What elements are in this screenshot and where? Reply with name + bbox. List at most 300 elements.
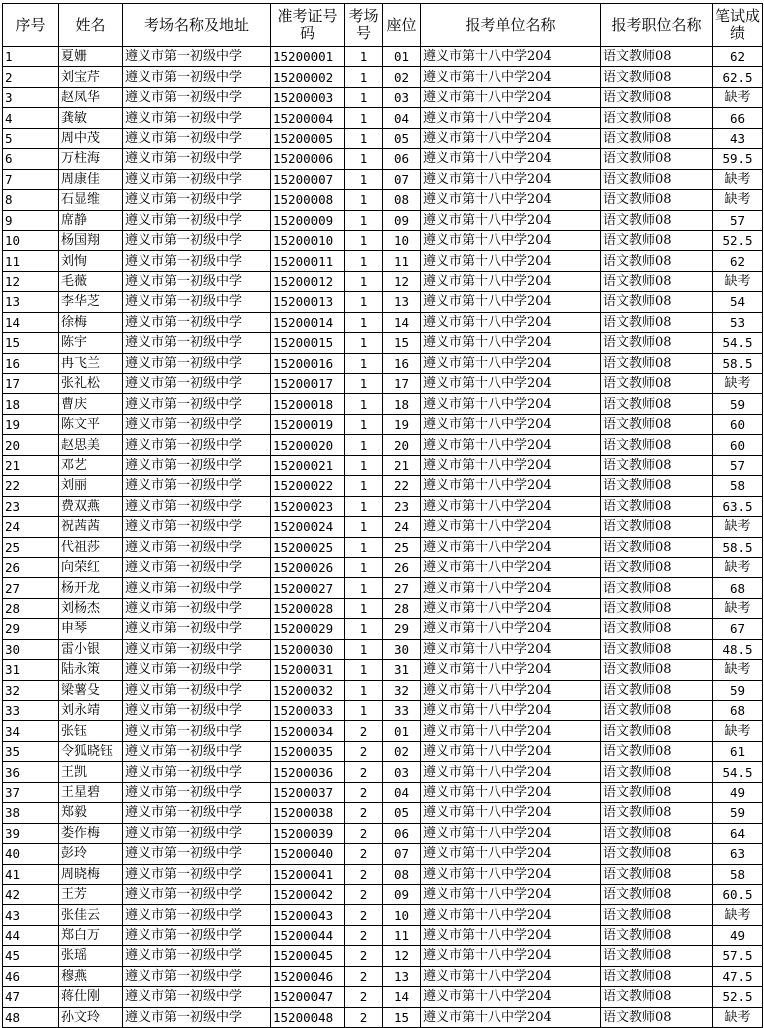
cell-room-number: 1 xyxy=(345,87,383,107)
cell-seat: 28 xyxy=(383,598,421,618)
cell-score: 58 xyxy=(713,476,763,496)
cell-position: 语文教师08 xyxy=(601,476,713,496)
cell-score: 62 xyxy=(713,251,763,271)
header-row xyxy=(3,4,763,47)
cell-room-number: 1 xyxy=(345,435,383,455)
cell-ticket-number: 15200009 xyxy=(271,210,345,230)
cell-name: 郑白万 xyxy=(59,925,123,945)
cell-unit: 遵义市第十八中学204 xyxy=(421,169,601,189)
cell-exam-site: 遵义市第一初级中学 xyxy=(123,598,271,618)
cell-position: 语文教师08 xyxy=(601,210,713,230)
cell-ticket-number: 15200004 xyxy=(271,108,345,128)
table-row xyxy=(3,47,763,67)
cell-position: 语文教师08 xyxy=(601,374,713,394)
cell-room-number: 2 xyxy=(345,721,383,741)
cell-seat: 08 xyxy=(383,864,421,884)
cell-score: 缺考 xyxy=(713,598,763,618)
cell-exam-site: 遵义市第一初级中学 xyxy=(123,721,271,741)
cell-unit: 遵义市第十八中学204 xyxy=(421,149,601,169)
cell-score: 63.5 xyxy=(713,496,763,516)
cell-exam-site: 遵义市第一初级中学 xyxy=(123,67,271,87)
cell-position: 语文教师08 xyxy=(601,169,713,189)
table-row xyxy=(3,741,763,761)
cell-name: 祝茜茜 xyxy=(59,517,123,537)
header-room-number: 考场号 xyxy=(345,4,383,47)
cell-seat: 14 xyxy=(383,987,421,1007)
cell-room-number: 1 xyxy=(345,47,383,67)
cell-position: 语文教师08 xyxy=(601,680,713,700)
cell-exam-site: 遵义市第一初级中学 xyxy=(123,374,271,394)
table-row xyxy=(3,353,763,373)
cell-room-number: 1 xyxy=(345,701,383,721)
cell-ticket-number: 15200040 xyxy=(271,844,345,864)
cell-name: 张钰 xyxy=(59,721,123,741)
table-row xyxy=(3,557,763,577)
cell-name: 冉飞兰 xyxy=(59,353,123,373)
cell-exam-site: 遵义市第一初级中学 xyxy=(123,353,271,373)
cell-unit: 遵义市第十八中学204 xyxy=(421,578,601,598)
cell-position: 语文教师08 xyxy=(601,864,713,884)
cell-exam-site: 遵义市第一初级中学 xyxy=(123,946,271,966)
cell-position: 语文教师08 xyxy=(601,905,713,925)
table-row xyxy=(3,230,763,250)
cell-unit: 遵义市第十八中学204 xyxy=(421,87,601,107)
table-row xyxy=(3,67,763,87)
cell-unit: 遵义市第十八中学204 xyxy=(421,333,601,353)
cell-name: 杨开龙 xyxy=(59,578,123,598)
cell-index: 12 xyxy=(3,271,59,291)
cell-unit: 遵义市第十八中学204 xyxy=(421,639,601,659)
cell-room-number: 1 xyxy=(345,271,383,291)
cell-ticket-number: 15200018 xyxy=(271,394,345,414)
cell-exam-site: 遵义市第一初级中学 xyxy=(123,884,271,904)
cell-seat: 03 xyxy=(383,762,421,782)
cell-position: 语文教师08 xyxy=(601,966,713,986)
cell-name: 周晓梅 xyxy=(59,864,123,884)
cell-score: 58.5 xyxy=(713,353,763,373)
cell-room-number: 2 xyxy=(345,762,383,782)
cell-seat: 07 xyxy=(383,169,421,189)
table-row xyxy=(3,721,763,741)
table-row xyxy=(3,169,763,189)
cell-seat: 05 xyxy=(383,803,421,823)
cell-index: 43 xyxy=(3,905,59,925)
cell-unit: 遵义市第十八中学204 xyxy=(421,660,601,680)
cell-position: 语文教师08 xyxy=(601,108,713,128)
cell-unit: 遵义市第十八中学204 xyxy=(421,782,601,802)
cell-name: 刘永靖 xyxy=(59,701,123,721)
cell-unit: 遵义市第十八中学204 xyxy=(421,598,601,618)
cell-name: 龚敏 xyxy=(59,108,123,128)
cell-exam-site: 遵义市第一初级中学 xyxy=(123,966,271,986)
cell-index: 36 xyxy=(3,762,59,782)
cell-seat: 12 xyxy=(383,946,421,966)
cell-name: 万柱海 xyxy=(59,149,123,169)
cell-index: 27 xyxy=(3,578,59,598)
cell-index: 34 xyxy=(3,721,59,741)
cell-room-number: 1 xyxy=(345,619,383,639)
cell-name: 郑毅 xyxy=(59,803,123,823)
cell-seat: 19 xyxy=(383,414,421,434)
cell-name: 徐梅 xyxy=(59,312,123,332)
cell-name: 陈文平 xyxy=(59,414,123,434)
cell-room-number: 2 xyxy=(345,782,383,802)
cell-room-number: 2 xyxy=(345,1007,383,1027)
cell-unit: 遵义市第十八中学204 xyxy=(421,210,601,230)
cell-exam-site: 遵义市第一初级中学 xyxy=(123,169,271,189)
cell-exam-site: 遵义市第一初级中学 xyxy=(123,578,271,598)
cell-score: 59 xyxy=(713,394,763,414)
cell-room-number: 2 xyxy=(345,864,383,884)
cell-index: 3 xyxy=(3,87,59,107)
cell-seat: 09 xyxy=(383,884,421,904)
cell-ticket-number: 15200029 xyxy=(271,619,345,639)
table-row xyxy=(3,374,763,394)
cell-ticket-number: 15200015 xyxy=(271,333,345,353)
cell-ticket-number: 15200016 xyxy=(271,353,345,373)
cell-exam-site: 遵义市第一初级中学 xyxy=(123,210,271,230)
cell-score: 66 xyxy=(713,108,763,128)
cell-exam-site: 遵义市第一初级中学 xyxy=(123,190,271,210)
cell-room-number: 2 xyxy=(345,987,383,1007)
cell-unit: 遵义市第十八中学204 xyxy=(421,619,601,639)
cell-room-number: 2 xyxy=(345,884,383,904)
table-row xyxy=(3,782,763,802)
score-table xyxy=(2,3,763,1028)
cell-ticket-number: 15200036 xyxy=(271,762,345,782)
cell-seat: 16 xyxy=(383,353,421,373)
cell-score: 54.5 xyxy=(713,333,763,353)
cell-index: 28 xyxy=(3,598,59,618)
cell-score: 缺考 xyxy=(713,190,763,210)
cell-index: 22 xyxy=(3,476,59,496)
table-row xyxy=(3,762,763,782)
cell-unit: 遵义市第十八中学204 xyxy=(421,966,601,986)
cell-room-number: 1 xyxy=(345,557,383,577)
cell-position: 语文教师08 xyxy=(601,782,713,802)
cell-exam-site: 遵义市第一初级中学 xyxy=(123,741,271,761)
cell-ticket-number: 15200014 xyxy=(271,312,345,332)
cell-unit: 遵义市第十八中学204 xyxy=(421,680,601,700)
cell-unit: 遵义市第十八中学204 xyxy=(421,823,601,843)
cell-exam-site: 遵义市第一初级中学 xyxy=(123,844,271,864)
cell-score: 62 xyxy=(713,47,763,67)
cell-ticket-number: 15200001 xyxy=(271,47,345,67)
cell-exam-site: 遵义市第一初级中学 xyxy=(123,251,271,271)
cell-unit: 遵义市第十八中学204 xyxy=(421,271,601,291)
cell-ticket-number: 15200020 xyxy=(271,435,345,455)
cell-score: 缺考 xyxy=(713,721,763,741)
cell-name: 夏姗 xyxy=(59,47,123,67)
table-row xyxy=(3,537,763,557)
cell-exam-site: 遵义市第一初级中学 xyxy=(123,435,271,455)
table-row xyxy=(3,517,763,537)
cell-room-number: 1 xyxy=(345,230,383,250)
cell-exam-site: 遵义市第一初级中学 xyxy=(123,292,271,312)
cell-unit: 遵义市第十八中学204 xyxy=(421,864,601,884)
cell-seat: 05 xyxy=(383,128,421,148)
cell-ticket-number: 15200019 xyxy=(271,414,345,434)
cell-index: 48 xyxy=(3,1007,59,1027)
cell-unit: 遵义市第十八中学204 xyxy=(421,455,601,475)
cell-index: 15 xyxy=(3,333,59,353)
cell-score: 53 xyxy=(713,312,763,332)
cell-ticket-number: 15200048 xyxy=(271,1007,345,1027)
cell-ticket-number: 15200045 xyxy=(271,946,345,966)
cell-room-number: 2 xyxy=(345,741,383,761)
cell-name: 刘宝芹 xyxy=(59,67,123,87)
cell-position: 语文教师08 xyxy=(601,721,713,741)
cell-position: 语文教师08 xyxy=(601,741,713,761)
cell-score: 64 xyxy=(713,823,763,843)
cell-position: 语文教师08 xyxy=(601,292,713,312)
cell-unit: 遵义市第十八中学204 xyxy=(421,251,601,271)
cell-exam-site: 遵义市第一初级中学 xyxy=(123,333,271,353)
cell-score: 68 xyxy=(713,701,763,721)
table-row xyxy=(3,987,763,1007)
header-index: 序号 xyxy=(3,4,59,47)
cell-score: 60 xyxy=(713,435,763,455)
cell-room-number: 1 xyxy=(345,108,383,128)
cell-name: 王芳 xyxy=(59,884,123,904)
cell-unit: 遵义市第十八中学204 xyxy=(421,476,601,496)
cell-seat: 14 xyxy=(383,312,421,332)
cell-name: 周康佳 xyxy=(59,169,123,189)
cell-index: 42 xyxy=(3,884,59,904)
cell-seat: 26 xyxy=(383,557,421,577)
cell-score: 47.5 xyxy=(713,966,763,986)
cell-index: 44 xyxy=(3,925,59,945)
score-sheet xyxy=(2,3,763,1028)
cell-score: 59 xyxy=(713,680,763,700)
cell-score: 49 xyxy=(713,925,763,945)
cell-ticket-number: 15200007 xyxy=(271,169,345,189)
cell-position: 语文教师08 xyxy=(601,844,713,864)
cell-index: 17 xyxy=(3,374,59,394)
table-row xyxy=(3,680,763,700)
cell-index: 41 xyxy=(3,864,59,884)
cell-unit: 遵义市第十八中学204 xyxy=(421,762,601,782)
cell-exam-site: 遵义市第一初级中学 xyxy=(123,271,271,291)
cell-exam-site: 遵义市第一初级中学 xyxy=(123,414,271,434)
cell-seat: 03 xyxy=(383,87,421,107)
header-exam-site: 考场名称及地址 xyxy=(123,4,271,47)
cell-ticket-number: 15200023 xyxy=(271,496,345,516)
cell-room-number: 2 xyxy=(345,966,383,986)
cell-ticket-number: 15200021 xyxy=(271,455,345,475)
cell-seat: 11 xyxy=(383,251,421,271)
cell-room-number: 1 xyxy=(345,578,383,598)
cell-ticket-number: 15200035 xyxy=(271,741,345,761)
cell-unit: 遵义市第十八中学204 xyxy=(421,946,601,966)
table-row xyxy=(3,108,763,128)
cell-index: 45 xyxy=(3,946,59,966)
cell-seat: 01 xyxy=(383,721,421,741)
cell-seat: 17 xyxy=(383,374,421,394)
cell-position: 语文教师08 xyxy=(601,496,713,516)
cell-ticket-number: 15200030 xyxy=(271,639,345,659)
cell-name: 席静 xyxy=(59,210,123,230)
cell-seat: 07 xyxy=(383,844,421,864)
cell-ticket-number: 15200034 xyxy=(271,721,345,741)
cell-unit: 遵义市第十八中学204 xyxy=(421,496,601,516)
cell-score: 缺考 xyxy=(713,271,763,291)
cell-position: 语文教师08 xyxy=(601,557,713,577)
cell-exam-site: 遵义市第一初级中学 xyxy=(123,128,271,148)
cell-unit: 遵义市第十八中学204 xyxy=(421,128,601,148)
cell-unit: 遵义市第十八中学204 xyxy=(421,414,601,434)
cell-ticket-number: 15200011 xyxy=(271,251,345,271)
header-ticket-number: 准考证号码 xyxy=(271,4,345,47)
table-row xyxy=(3,251,763,271)
cell-seat: 09 xyxy=(383,210,421,230)
table-row xyxy=(3,414,763,434)
cell-exam-site: 遵义市第一初级中学 xyxy=(123,496,271,516)
cell-room-number: 1 xyxy=(345,455,383,475)
table-row xyxy=(3,578,763,598)
cell-name: 雷小银 xyxy=(59,639,123,659)
cell-position: 语文教师08 xyxy=(601,128,713,148)
cell-ticket-number: 15200013 xyxy=(271,292,345,312)
cell-unit: 遵义市第十八中学204 xyxy=(421,312,601,332)
cell-name: 彭玲 xyxy=(59,844,123,864)
cell-room-number: 1 xyxy=(345,67,383,87)
cell-exam-site: 遵义市第一初级中学 xyxy=(123,905,271,925)
cell-seat: 15 xyxy=(383,333,421,353)
cell-position: 语文教师08 xyxy=(601,537,713,557)
cell-position: 语文教师08 xyxy=(601,230,713,250)
table-row xyxy=(3,864,763,884)
cell-seat: 21 xyxy=(383,455,421,475)
cell-exam-site: 遵义市第一初级中学 xyxy=(123,87,271,107)
cell-unit: 遵义市第十八中学204 xyxy=(421,844,601,864)
header-name: 姓名 xyxy=(59,4,123,47)
cell-seat: 32 xyxy=(383,680,421,700)
cell-index: 31 xyxy=(3,660,59,680)
cell-exam-site: 遵义市第一初级中学 xyxy=(123,230,271,250)
cell-index: 9 xyxy=(3,210,59,230)
cell-position: 语文教师08 xyxy=(601,394,713,414)
table-row xyxy=(3,190,763,210)
cell-exam-site: 遵义市第一初级中学 xyxy=(123,394,271,414)
cell-room-number: 1 xyxy=(345,414,383,434)
cell-seat: 29 xyxy=(383,619,421,639)
cell-index: 20 xyxy=(3,435,59,455)
cell-name: 刘丽 xyxy=(59,476,123,496)
cell-index: 26 xyxy=(3,557,59,577)
cell-score: 67 xyxy=(713,619,763,639)
cell-exam-site: 遵义市第一初级中学 xyxy=(123,557,271,577)
cell-unit: 遵义市第十八中学204 xyxy=(421,374,601,394)
cell-room-number: 1 xyxy=(345,333,383,353)
cell-ticket-number: 15200047 xyxy=(271,987,345,1007)
cell-room-number: 2 xyxy=(345,946,383,966)
cell-name: 周中茂 xyxy=(59,128,123,148)
cell-ticket-number: 15200037 xyxy=(271,782,345,802)
cell-ticket-number: 15200033 xyxy=(271,701,345,721)
cell-exam-site: 遵义市第一初级中学 xyxy=(123,823,271,843)
cell-seat: 22 xyxy=(383,476,421,496)
cell-unit: 遵义市第十八中学204 xyxy=(421,47,601,67)
cell-seat: 06 xyxy=(383,823,421,843)
cell-index: 38 xyxy=(3,803,59,823)
cell-position: 语文教师08 xyxy=(601,87,713,107)
table-row xyxy=(3,435,763,455)
cell-unit: 遵义市第十八中学204 xyxy=(421,230,601,250)
cell-index: 40 xyxy=(3,844,59,864)
cell-name: 赵思美 xyxy=(59,435,123,455)
cell-room-number: 1 xyxy=(345,374,383,394)
cell-score: 59 xyxy=(713,803,763,823)
cell-room-number: 2 xyxy=(345,905,383,925)
cell-name: 张瑶 xyxy=(59,946,123,966)
cell-seat: 27 xyxy=(383,578,421,598)
cell-name: 陆永策 xyxy=(59,660,123,680)
table-row xyxy=(3,884,763,904)
cell-unit: 遵义市第十八中学204 xyxy=(421,803,601,823)
cell-ticket-number: 15200012 xyxy=(271,271,345,291)
cell-score: 57.5 xyxy=(713,946,763,966)
cell-exam-site: 遵义市第一初级中学 xyxy=(123,639,271,659)
cell-unit: 遵义市第十八中学204 xyxy=(421,537,601,557)
table-row xyxy=(3,128,763,148)
cell-index: 16 xyxy=(3,353,59,373)
cell-unit: 遵义市第十八中学204 xyxy=(421,394,601,414)
cell-room-number: 1 xyxy=(345,190,383,210)
cell-seat: 04 xyxy=(383,782,421,802)
cell-ticket-number: 15200044 xyxy=(271,925,345,945)
cell-index: 37 xyxy=(3,782,59,802)
cell-index: 7 xyxy=(3,169,59,189)
cell-ticket-number: 15200039 xyxy=(271,823,345,843)
cell-index: 8 xyxy=(3,190,59,210)
cell-index: 1 xyxy=(3,47,59,67)
cell-score: 68 xyxy=(713,578,763,598)
cell-position: 语文教师08 xyxy=(601,353,713,373)
cell-position: 语文教师08 xyxy=(601,333,713,353)
cell-name: 杨国翔 xyxy=(59,230,123,250)
cell-exam-site: 遵义市第一初级中学 xyxy=(123,762,271,782)
cell-unit: 遵义市第十八中学204 xyxy=(421,517,601,537)
cell-name: 石显维 xyxy=(59,190,123,210)
cell-room-number: 2 xyxy=(345,925,383,945)
table-row xyxy=(3,312,763,332)
cell-position: 语文教师08 xyxy=(601,660,713,680)
cell-room-number: 1 xyxy=(345,169,383,189)
cell-name: 赵凤华 xyxy=(59,87,123,107)
cell-position: 语文教师08 xyxy=(601,435,713,455)
table-body xyxy=(3,47,763,1028)
cell-name: 毛薇 xyxy=(59,271,123,291)
cell-score: 缺考 xyxy=(713,169,763,189)
cell-unit: 遵义市第十八中学204 xyxy=(421,721,601,741)
cell-ticket-number: 15200041 xyxy=(271,864,345,884)
cell-ticket-number: 15200002 xyxy=(271,67,345,87)
cell-position: 语文教师08 xyxy=(601,455,713,475)
cell-room-number: 1 xyxy=(345,517,383,537)
cell-index: 13 xyxy=(3,292,59,312)
cell-ticket-number: 15200003 xyxy=(271,87,345,107)
cell-seat: 25 xyxy=(383,537,421,557)
cell-ticket-number: 15200006 xyxy=(271,149,345,169)
cell-score: 缺考 xyxy=(713,87,763,107)
cell-seat: 15 xyxy=(383,1007,421,1027)
cell-ticket-number: 15200024 xyxy=(271,517,345,537)
cell-seat: 31 xyxy=(383,660,421,680)
cell-seat: 04 xyxy=(383,108,421,128)
cell-score: 60.5 xyxy=(713,884,763,904)
cell-index: 2 xyxy=(3,67,59,87)
